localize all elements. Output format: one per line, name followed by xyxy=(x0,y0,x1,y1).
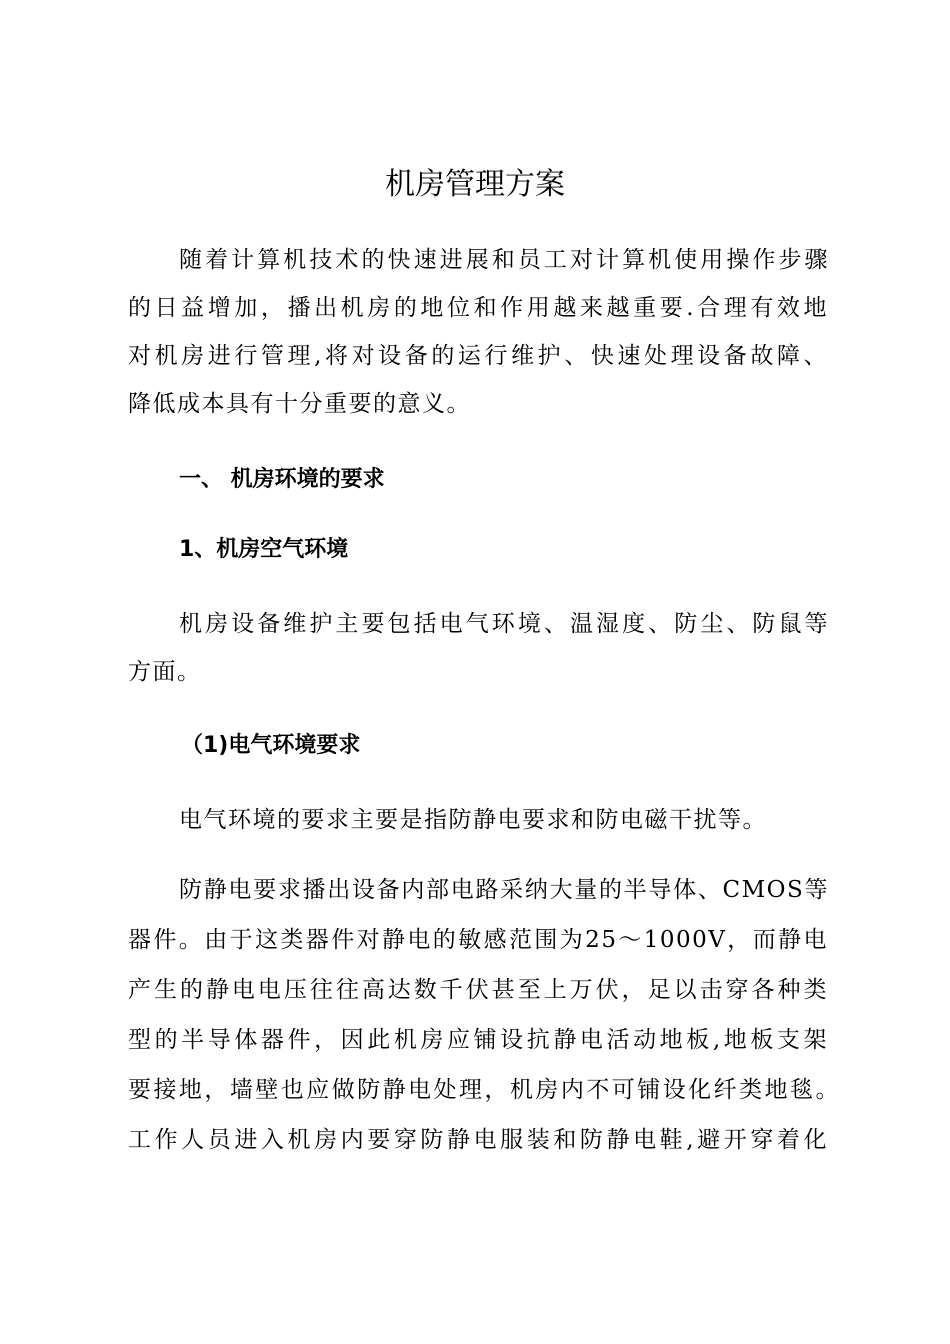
intro-line-1: 随着计算机技术的快速进展和员工对计算机使用操作步骤 xyxy=(179,247,829,273)
para4-line-6: 工作人员进入机房内要穿防静电服装和防静电鞋,避开穿着化 xyxy=(128,1127,828,1153)
para4-line-2: 器件。由于这类器件对静电的敏感范围为25～1000V，而静电 xyxy=(128,927,828,953)
para4-line-3: 产生的静电电压往往高达数千伏甚至上万伏，足以击穿各种类 xyxy=(128,977,828,1003)
item-heading-1: （1)电气环境要求 xyxy=(181,733,361,758)
para4-line-5: 要接地，墙壁也应做防静电处理，机房内不可铺设化纤类地毯。 xyxy=(128,1077,840,1103)
para4-line-4: 型的半导体器件，因此机房应铺设抗静电活动地板,地板支架 xyxy=(128,1027,828,1053)
intro-line-2: 的日益增加，播出机房的地位和作用越来越重要.合理有效地 xyxy=(128,295,828,321)
para3-line-1: 电气环境的要求主要是指防静电要求和防电磁干扰等。 xyxy=(179,807,767,833)
subsection-heading-1: 1、机房空气环境 xyxy=(179,537,349,562)
section-heading-1: 一、 机房环境的要求 xyxy=(179,467,385,492)
document-title: 机房管理方案 xyxy=(385,167,565,202)
para4-line-1: 防静电要求播出设备内部电路采纳大量的半导体、CMOS等 xyxy=(179,877,829,903)
para2-line-1: 机房设备维护主要包括电气环境、温湿度、防尘、防鼠等 xyxy=(179,611,829,637)
intro-line-4: 降低成本具有十分重要的意义。 xyxy=(128,391,471,417)
intro-line-3: 对机房进行管理,将对设备的运行维护、快速处理设备故障、 xyxy=(128,343,828,369)
para2-line-2: 方面。 xyxy=(128,659,202,685)
